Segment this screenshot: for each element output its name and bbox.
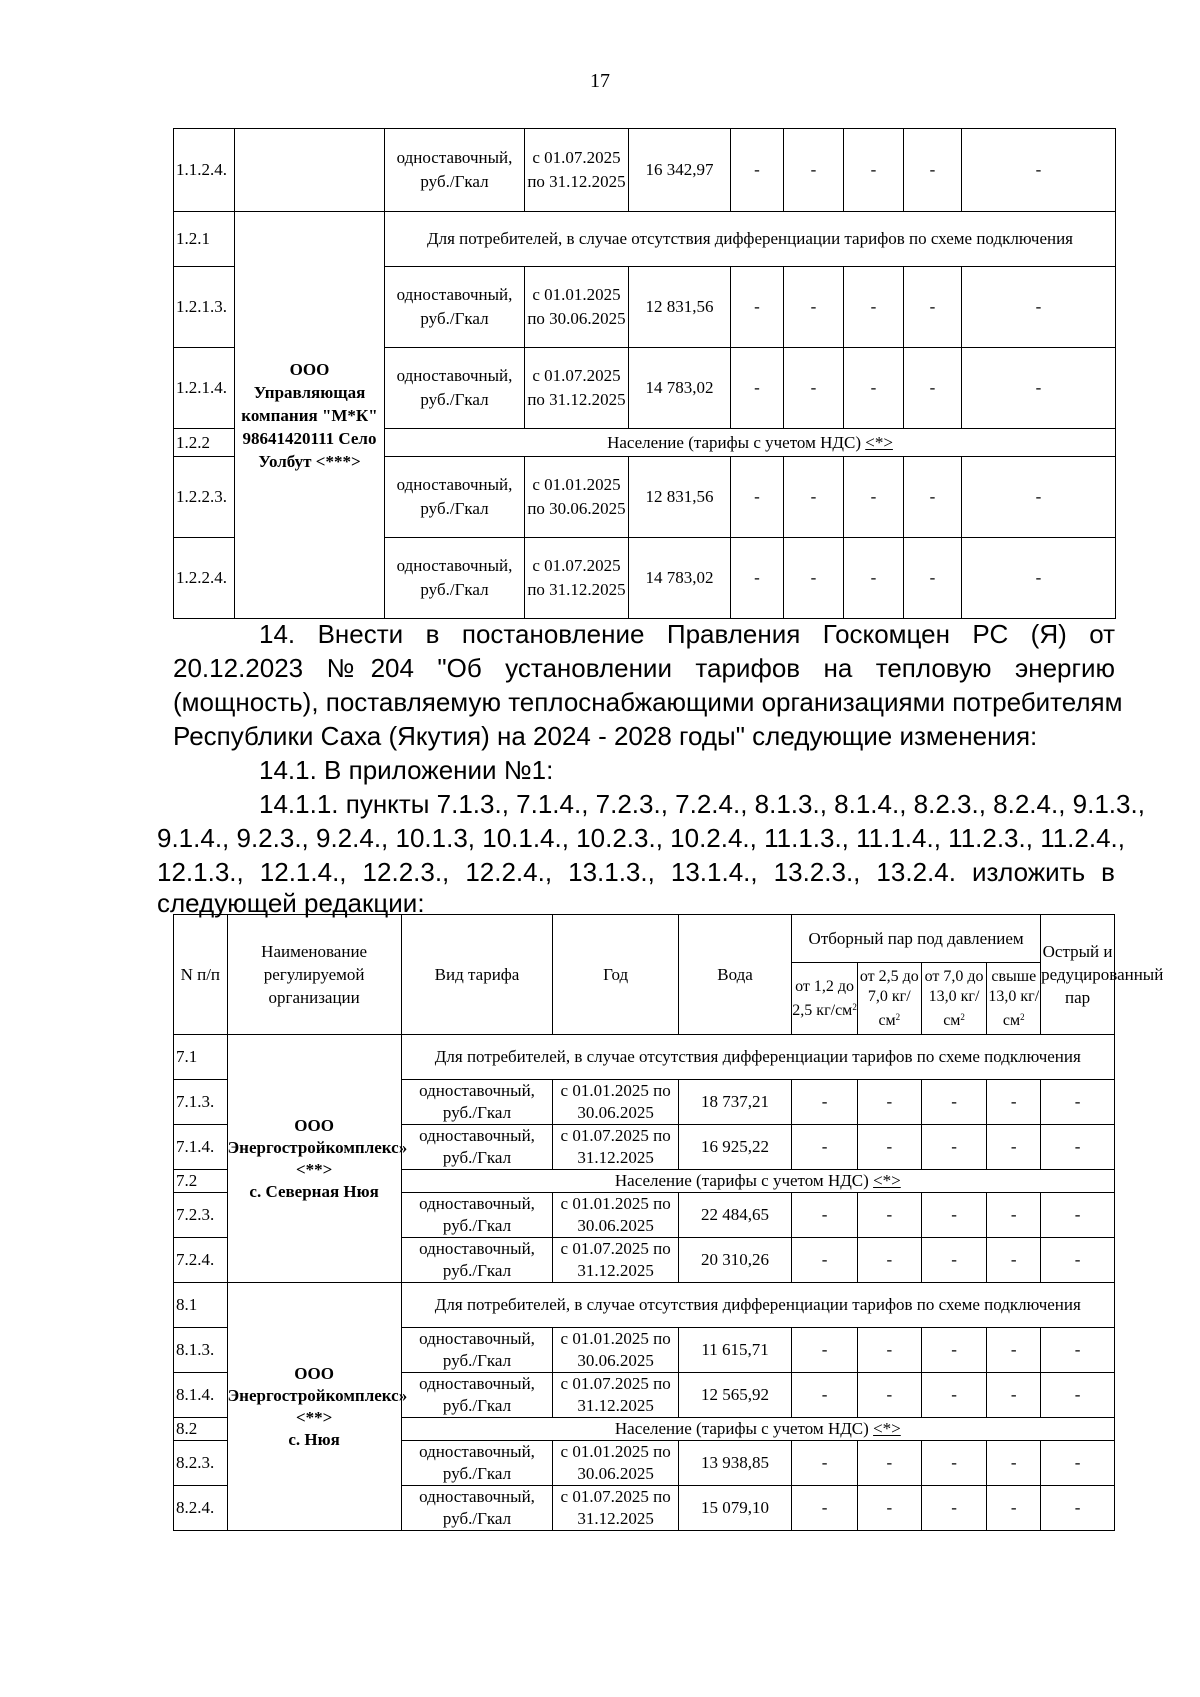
steam-price: -	[921, 1441, 987, 1486]
steam-price: -	[921, 1373, 987, 1418]
water-price: 16 342,97	[629, 129, 731, 212]
steam-price: -	[792, 1373, 858, 1418]
period: с 01.01.2025 по 30.06.2025	[553, 1441, 678, 1486]
steam-price: -	[921, 1486, 987, 1531]
para14-1-1-line4: следующей редакции:	[157, 888, 425, 918]
row-number: 7.2	[174, 1170, 228, 1193]
steam-price: -	[1041, 1193, 1115, 1238]
table-row	[174, 129, 1116, 212]
steam-price: -	[904, 129, 962, 212]
tariff-kind: одноставочный, руб./Гкал	[401, 1486, 553, 1531]
group-header: Население (тарифы с учетом НДС) <*>	[385, 429, 1116, 457]
para14-line4: Республики Саха (Якутия) на 2024 - 2028 годы" следующие изменения:	[173, 721, 1038, 751]
steam-price: -	[857, 1125, 921, 1170]
table-row	[174, 1035, 1115, 1080]
para14-line1: 14. Внести в постановление Правления Госкомцен РС (Я) от	[259, 619, 1115, 649]
row-number: 8.2	[174, 1418, 228, 1441]
steam-price: -	[1041, 1373, 1115, 1418]
steam-price: -	[784, 538, 844, 619]
steam-price: -	[844, 457, 904, 538]
steam-price: -	[792, 1193, 858, 1238]
row-number: 1.2.2.3.	[174, 457, 235, 538]
row-number: 8.2.4.	[174, 1486, 228, 1531]
group-header: Население (тарифы с учетом НДС) <*>	[401, 1170, 1114, 1193]
steam-price: -	[987, 1328, 1041, 1373]
tariff-kind: одноставочный, руб./Гкал	[401, 1125, 553, 1170]
row-number: 7.1.4.	[174, 1125, 228, 1170]
steam-price: -	[921, 1080, 987, 1125]
tariff-kind: одноставочный, руб./Гкал	[385, 267, 525, 348]
table-row	[174, 1283, 1115, 1328]
water-price: 16 925,22	[678, 1125, 791, 1170]
steam-price: -	[987, 1193, 1041, 1238]
steam-price: -	[784, 348, 844, 429]
steam-price: -	[844, 348, 904, 429]
para14-1-1-line1: 14.1.1. пункты 7.1.3., 7.1.4., 7.2.3., 7.2.4., 8.1.3., 8.1.4., 8.2.3., 8.2.4., 9.1.3.,	[259, 789, 1145, 819]
steam-price: -	[1041, 1441, 1115, 1486]
org-name: ООО Управляющая компания "М*К" 98641420111 Село Уолбут <***>	[235, 212, 385, 619]
steam-price: -	[857, 1486, 921, 1531]
period: с 01.07.2025 по 31.12.2025	[553, 1125, 678, 1170]
period: с 01.01.2025 по 30.06.2025	[525, 457, 629, 538]
steam-price: -	[921, 1193, 987, 1238]
row-number: 1.2.1.3.	[174, 267, 235, 348]
row-number: 1.1.2.4.	[174, 129, 235, 212]
water-price: 18 737,21	[678, 1080, 791, 1125]
water-price: 13 938,85	[678, 1441, 791, 1486]
steam-price: -	[921, 1328, 987, 1373]
period: с 01.07.2025 по 31.12.2025	[553, 1373, 678, 1418]
period: с 01.01.2025 по 30.06.2025	[553, 1080, 678, 1125]
steam-price: -	[792, 1486, 858, 1531]
steam-price: -	[731, 267, 784, 348]
steam-price: -	[987, 1373, 1041, 1418]
tariff-kind: одноставочный, руб./Гкал	[401, 1193, 553, 1238]
header-num: N п/п	[174, 915, 228, 1035]
steam-price: -	[1041, 1125, 1115, 1170]
row-number: 1.2.1	[174, 212, 235, 267]
org-name: ООО Энергостройкомплекс» <**> с. Северная Нюя	[227, 1035, 401, 1283]
steam-price: -	[1041, 1328, 1115, 1373]
period: с 01.07.2025 по 31.12.2025	[525, 538, 629, 619]
group-header: Население (тарифы с учетом НДС) <*>	[401, 1418, 1114, 1441]
water-price: 12 831,56	[629, 267, 731, 348]
tariff-kind: одноставочный, руб./Гкал	[385, 457, 525, 538]
group-header: Для потребителей, в случае отсутствия дифференциации тарифов по схеме подключения	[401, 1283, 1114, 1328]
tariff-kind: одноставочный, руб./Гкал	[401, 1373, 553, 1418]
tariff-table-new	[173, 914, 1164, 1531]
header-year: Год	[553, 915, 678, 1035]
row-number: 8.1.4.	[174, 1373, 228, 1418]
para14-1: 14.1. В приложении №1:	[259, 755, 554, 785]
steam-price: -	[731, 457, 784, 538]
tariff-kind: одноставочный, руб./Гкал	[385, 129, 525, 212]
steam-price: -	[792, 1125, 858, 1170]
row-number: 1.2.2.4.	[174, 538, 235, 619]
steam-price: -	[792, 1328, 858, 1373]
steam-price: -	[904, 538, 962, 619]
water-price: 14 783,02	[629, 348, 731, 429]
steam-price: -	[857, 1238, 921, 1283]
steam-price: -	[857, 1441, 921, 1486]
steam-price: -	[792, 1441, 858, 1486]
steam-price: -	[904, 457, 962, 538]
steam-price: -	[904, 348, 962, 429]
steam-price: -	[962, 348, 1116, 429]
steam-price: -	[844, 538, 904, 619]
water-price: 12 565,92	[678, 1373, 791, 1418]
header-sharp-steam: Острый и редуцированный пар	[1041, 915, 1115, 1035]
period: с 01.07.2025 по 31.12.2025	[525, 348, 629, 429]
para14-1-1-line3: 12.1.3., 12.1.4., 12.2.3., 12.2.4., 13.1.3., 13.1.4., 13.2.3., 13.2.4. изложить в	[157, 857, 1115, 887]
water-price: 20 310,26	[678, 1238, 791, 1283]
steam-price: -	[921, 1125, 987, 1170]
para14-line3: (мощность), поставляемую теплоснабжающими организациями потребителям	[173, 687, 1123, 717]
header-water: Вода	[678, 915, 791, 1035]
steam-price: -	[1041, 1238, 1115, 1283]
header-kind: Вид тарифа	[401, 915, 553, 1035]
steam-price: -	[1041, 1080, 1115, 1125]
steam-price: -	[731, 538, 784, 619]
org-name: ООО Энергостройкомплекс» <**> с. Нюя	[227, 1283, 401, 1531]
steam-price: -	[731, 348, 784, 429]
steam-price: -	[962, 129, 1116, 212]
period: с 01.07.2025 по 31.12.2025	[553, 1238, 678, 1283]
row-number: 8.1	[174, 1283, 228, 1328]
steam-price: -	[844, 129, 904, 212]
row-number: 7.1.3.	[174, 1080, 228, 1125]
para14-1-1-line2: 9.1.4., 9.2.3., 9.2.4., 10.1.3, 10.1.4., 10.2.3., 10.2.4., 11.1.3., 11.1.4., 11.2.3., 11.2.4.,	[157, 823, 1125, 853]
header-steam-2: от 2,5 до 7,0 $кг/см^2$	[857, 963, 921, 1035]
header-steam-group: Отборный пар под давлением	[792, 915, 1041, 963]
row-number: 1.2.1.4.	[174, 348, 235, 429]
steam-price: -	[962, 267, 1116, 348]
water-price: 11 615,71	[678, 1328, 791, 1373]
steam-price: -	[857, 1328, 921, 1373]
period: с 01.01.2025 по 30.06.2025	[553, 1328, 678, 1373]
steam-price: -	[844, 267, 904, 348]
steam-price: -	[857, 1193, 921, 1238]
steam-price: -	[792, 1238, 858, 1283]
tariff-kind: одноставочный, руб./Гкал	[401, 1328, 553, 1373]
period: с 01.01.2025 по 30.06.2025	[553, 1193, 678, 1238]
steam-price: -	[857, 1373, 921, 1418]
row-number: 1.2.2	[174, 429, 235, 457]
steam-price: -	[987, 1238, 1041, 1283]
steam-price: -	[962, 457, 1116, 538]
steam-price: -	[792, 1080, 858, 1125]
tariff-kind: одноставочный, руб./Гкал	[401, 1080, 553, 1125]
steam-price: -	[1041, 1486, 1115, 1531]
tariff-kind: одноставочный, руб./Гкал	[385, 348, 525, 429]
water-price: 12 831,56	[629, 457, 731, 538]
steam-price: -	[784, 457, 844, 538]
footnote-ref: <*>	[865, 432, 893, 452]
row-number: 8.2.3.	[174, 1441, 228, 1486]
period: с 01.07.2025 по 31.12.2025	[553, 1486, 678, 1531]
steam-price: -	[784, 267, 844, 348]
page-number: 17	[590, 70, 610, 92]
period: с 01.01.2025 по 30.06.2025	[525, 267, 629, 348]
steam-price: -	[857, 1080, 921, 1125]
footnote-ref: <*>	[873, 1419, 901, 1438]
water-price: 22 484,65	[678, 1193, 791, 1238]
group-header: Для потребителей, в случае отсутствия дифференциации тарифов по схеме подключения	[401, 1035, 1114, 1080]
steam-price: -	[731, 129, 784, 212]
row-number: 7.1	[174, 1035, 228, 1080]
tariff-kind: одноставочный, руб./Гкал	[401, 1238, 553, 1283]
row-number: 7.2.3.	[174, 1193, 228, 1238]
steam-price: -	[962, 538, 1116, 619]
steam-price: -	[987, 1080, 1041, 1125]
tariff-kind: одноставочный, руб./Гкал	[401, 1441, 553, 1486]
tariff-kind: одноставочный, руб./Гкал	[385, 538, 525, 619]
steam-price: -	[987, 1486, 1041, 1531]
footnote-ref: <*>	[873, 1171, 901, 1190]
row-number: 8.1.3.	[174, 1328, 228, 1373]
water-price: 15 079,10	[678, 1486, 791, 1531]
header-steam-4: свыше 13,0 $кг/см^2$	[987, 963, 1041, 1035]
water-price: 14 783,02	[629, 538, 731, 619]
steam-price: -	[987, 1125, 1041, 1170]
row-number: 7.2.4.	[174, 1238, 228, 1283]
table-row	[174, 212, 1116, 267]
header-org: Наименование регулируемой организации	[227, 915, 401, 1035]
steam-price: -	[784, 129, 844, 212]
steam-price: -	[904, 267, 962, 348]
group-header: Для потребителей, в случае отсутствия дифференциации тарифов по схеме подключения	[385, 212, 1116, 267]
tariff-table-continued	[173, 128, 1116, 619]
header-steam-1: от 1,2 до 2,5 $кг/см^2$	[792, 963, 858, 1035]
steam-price: -	[921, 1238, 987, 1283]
org-cell-prev	[235, 129, 385, 212]
steam-price: -	[987, 1441, 1041, 1486]
header-steam-3: от 7,0 до 13,0 $кг/см^2$	[921, 963, 987, 1035]
para14-line2: 20.12.2023 №204 "Об установлении тарифов на тепловую энергию	[173, 653, 1115, 683]
period: с 01.07.2025 по 31.12.2025	[525, 129, 629, 212]
